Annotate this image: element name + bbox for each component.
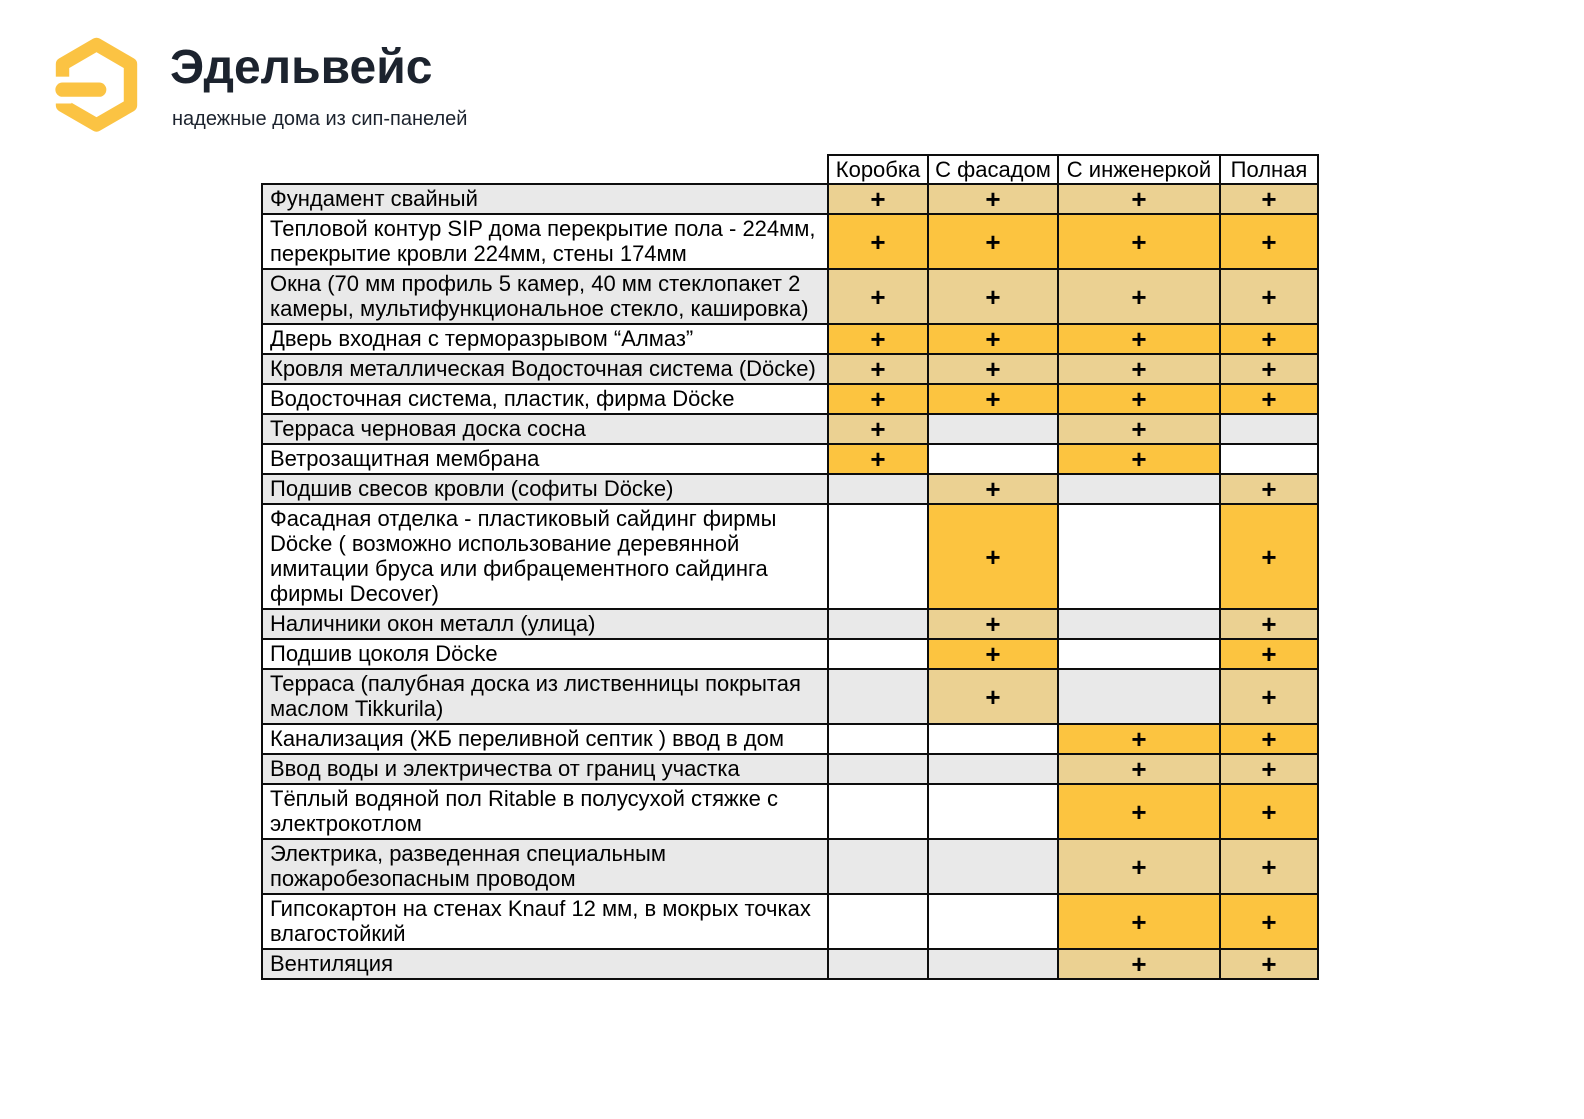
empty-mark-cell [1058, 474, 1220, 504]
table-corner-spacer [262, 155, 828, 184]
included-mark-cell: + [1220, 269, 1318, 324]
empty-mark-cell [928, 894, 1058, 949]
empty-mark-cell [828, 639, 928, 669]
included-mark-cell: + [1220, 839, 1318, 894]
feature-label: Фундамент свайный [262, 184, 828, 214]
table-row [262, 784, 1318, 839]
included-mark-cell: + [1220, 214, 1318, 269]
table-row [262, 269, 1318, 324]
empty-mark-cell [1220, 414, 1318, 444]
included-mark-cell: + [1058, 754, 1220, 784]
included-mark-cell: + [1220, 474, 1318, 504]
table-row [262, 894, 1318, 949]
included-mark-cell: + [1058, 444, 1220, 474]
included-mark-cell: + [928, 184, 1058, 214]
included-mark-cell: + [1220, 949, 1318, 979]
feature-label: Тёплый водяной пол Ritable в полусухой стяжке с электрокотлом [262, 784, 828, 839]
feature-label: Наличники окон металл (улица) [262, 609, 828, 639]
table-row [262, 354, 1318, 384]
included-mark-cell: + [828, 184, 928, 214]
included-mark-cell: + [1058, 324, 1220, 354]
table-row [262, 474, 1318, 504]
included-mark-cell: + [828, 354, 928, 384]
brand-title: Эдельвейс [170, 41, 433, 94]
included-mark-cell: + [1058, 724, 1220, 754]
included-mark-cell: + [928, 609, 1058, 639]
included-mark-cell: + [828, 269, 928, 324]
included-mark-cell: + [828, 214, 928, 269]
empty-mark-cell [828, 894, 928, 949]
included-mark-cell: + [828, 384, 928, 414]
included-mark-cell: + [1220, 724, 1318, 754]
empty-mark-cell [928, 754, 1058, 784]
empty-mark-cell [828, 724, 928, 754]
feature-label: Подшив цоколя Döcke [262, 639, 828, 669]
empty-mark-cell [928, 414, 1058, 444]
empty-mark-cell [928, 784, 1058, 839]
empty-mark-cell [828, 839, 928, 894]
feature-label: Кровля металлическая Водосточная система (Döcke) [262, 354, 828, 384]
empty-mark-cell [828, 504, 928, 609]
included-mark-cell: + [1058, 414, 1220, 444]
table-row [262, 949, 1318, 979]
table-row [262, 839, 1318, 894]
column-header: Полная [1220, 155, 1318, 184]
empty-mark-cell [928, 724, 1058, 754]
table-row [262, 214, 1318, 269]
empty-mark-cell [1058, 669, 1220, 724]
table-row [262, 324, 1318, 354]
feature-label: Ветрозащитная мембрана [262, 444, 828, 474]
table-row [262, 724, 1318, 754]
feature-label: Вентиляция [262, 949, 828, 979]
included-mark-cell: + [1058, 839, 1220, 894]
included-mark-cell: + [1058, 784, 1220, 839]
included-mark-cell: + [928, 504, 1058, 609]
included-mark-cell: + [828, 324, 928, 354]
included-mark-cell: + [1220, 184, 1318, 214]
empty-mark-cell [1058, 504, 1220, 609]
included-mark-cell: + [928, 384, 1058, 414]
table-row [262, 384, 1318, 414]
brand-tagline: надежные дома из сип-панелей [172, 108, 468, 130]
included-mark-cell: + [1058, 949, 1220, 979]
included-mark-cell: + [1058, 184, 1220, 214]
column-header: С инженеркой [1058, 155, 1220, 184]
included-mark-cell: + [928, 214, 1058, 269]
table-body [262, 184, 1318, 979]
feature-label: Терраса (палубная доска из лиственницы покрытая маслом Tikkurila) [262, 669, 828, 724]
empty-mark-cell [828, 474, 928, 504]
empty-mark-cell [1058, 639, 1220, 669]
hexagon-e-icon [50, 36, 143, 137]
empty-mark-cell [828, 609, 928, 639]
feature-label: Канализация (ЖБ переливной септик ) ввод в дом [262, 724, 828, 754]
table-row [262, 754, 1318, 784]
included-mark-cell: + [928, 639, 1058, 669]
included-mark-cell: + [1058, 269, 1220, 324]
table-row [262, 639, 1318, 669]
feature-label: Водосточная система, пластик, фирма Döcke [262, 384, 828, 414]
feature-label: Тепловой контур SIP дома перекрытие пола - 224мм, перекрытие кровли 224мм, стены 174мм [262, 214, 828, 269]
included-mark-cell: + [1220, 324, 1318, 354]
table-header [262, 155, 1318, 184]
empty-mark-cell [928, 444, 1058, 474]
feature-label: Терраса черновая доска сосна [262, 414, 828, 444]
feature-label: Окна (70 мм профиль 5 камер, 40 мм стеклопакет 2 камеры, мультифункциональное стекло, кашировка) [262, 269, 828, 324]
table-row [262, 444, 1318, 474]
table-row [262, 669, 1318, 724]
table-row [262, 609, 1318, 639]
included-mark-cell: + [928, 474, 1058, 504]
included-mark-cell: + [928, 354, 1058, 384]
feature-label: Фасадная отделка - пластиковый сайдинг фирмы Döcke ( возможно использование деревянной имитации бруса или фибрацементного сайдинга фирмы Decover) [262, 504, 828, 609]
included-mark-cell: + [1220, 669, 1318, 724]
column-header: Коробка [828, 155, 928, 184]
included-mark-cell: + [1220, 504, 1318, 609]
included-mark-cell: + [1058, 384, 1220, 414]
empty-mark-cell [828, 754, 928, 784]
table-row [262, 414, 1318, 444]
included-mark-cell: + [1220, 639, 1318, 669]
feature-label: Дверь входная с терморазрывом “Алмаз” [262, 324, 828, 354]
feature-label: Гипсокартон на стенах Knauf 12 мм, в мокрых точках влагостойкий [262, 894, 828, 949]
empty-mark-cell [828, 669, 928, 724]
empty-mark-cell [828, 949, 928, 979]
included-mark-cell: + [828, 444, 928, 474]
table-row [262, 184, 1318, 214]
feature-label: Электрика, разведенная специальным пожаробезопасным проводом [262, 839, 828, 894]
included-mark-cell: + [1220, 384, 1318, 414]
empty-mark-cell [1220, 444, 1318, 474]
packages-comparison-table [261, 154, 1319, 980]
included-mark-cell: + [928, 669, 1058, 724]
included-mark-cell: + [1220, 609, 1318, 639]
included-mark-cell: + [928, 269, 1058, 324]
feature-label: Ввод воды и электричества от границ участка [262, 754, 828, 784]
included-mark-cell: + [1220, 754, 1318, 784]
included-mark-cell: + [1058, 214, 1220, 269]
table-row [262, 504, 1318, 609]
included-mark-cell: + [1220, 784, 1318, 839]
table-header-row [262, 155, 1318, 184]
feature-label: Подшив свесов кровли (софиты Döcke) [262, 474, 828, 504]
empty-mark-cell [928, 949, 1058, 979]
empty-mark-cell [928, 839, 1058, 894]
included-mark-cell: + [1220, 354, 1318, 384]
included-mark-cell: + [828, 414, 928, 444]
included-mark-cell: + [1220, 894, 1318, 949]
included-mark-cell: + [928, 324, 1058, 354]
empty-mark-cell [828, 784, 928, 839]
included-mark-cell: + [1058, 894, 1220, 949]
included-mark-cell: + [1058, 354, 1220, 384]
column-header: С фасадом [928, 155, 1058, 184]
empty-mark-cell [1058, 609, 1220, 639]
